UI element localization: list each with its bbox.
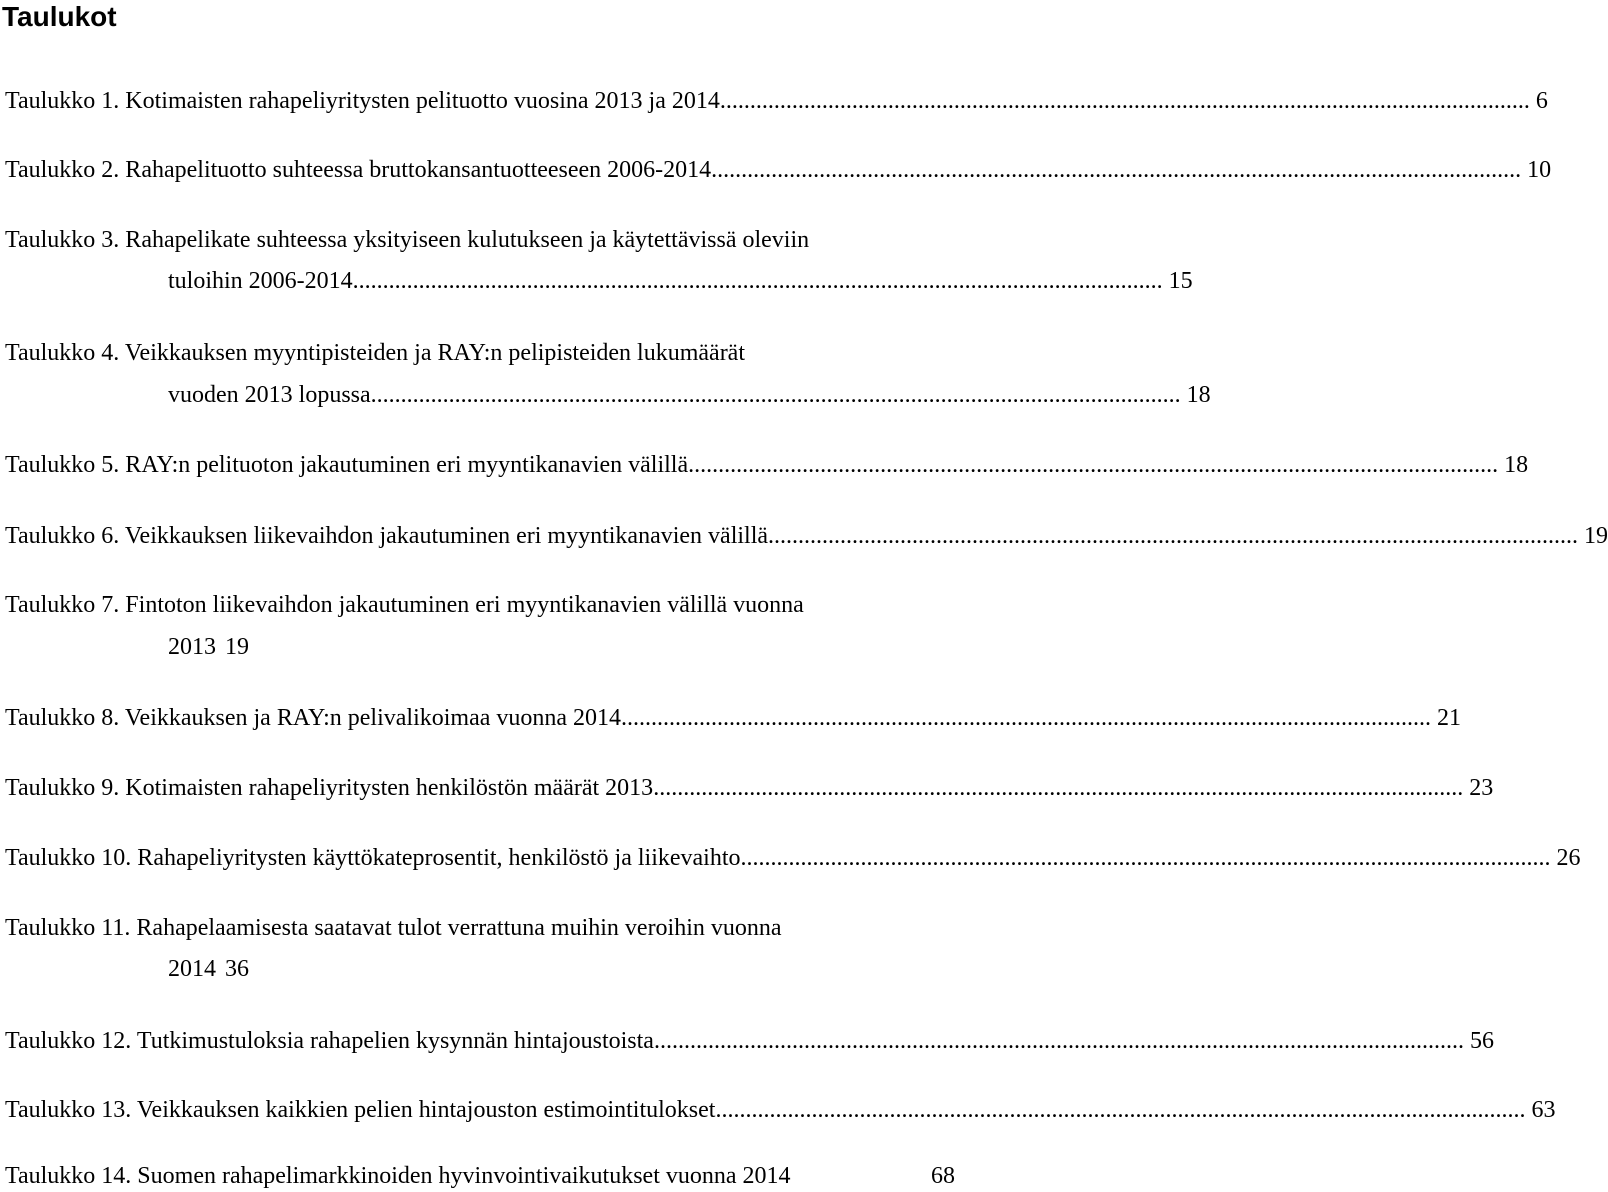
toc-entry-page: 63 bbox=[1531, 1097, 1556, 1123]
leader-dots: ....................................................................................................................................... bbox=[352, 268, 1163, 294]
toc-entry-11[interactable] bbox=[5, 913, 955, 943]
toc-entry-2[interactable] bbox=[5, 155, 1552, 185]
toc-entry-page: 68 bbox=[931, 1163, 955, 1189]
toc-entry-1[interactable] bbox=[5, 86, 1548, 116]
toc-entry-page: 15 bbox=[1168, 268, 1193, 294]
toc-entry-text: Taulukko 3. Rahapelikate suhteessa yksityiseen kulutukseen ja käytettävissä oleviin bbox=[5, 227, 810, 253]
toc-entry-text: 2014 bbox=[168, 956, 216, 982]
toc-entry-4[interactable] bbox=[5, 338, 955, 368]
toc-entry-text: Taulukko 11. Rahapelaamisesta saatavat tulot verrattuna muihin veroihin vuonna bbox=[5, 915, 782, 941]
toc-entry-13[interactable] bbox=[5, 1095, 1556, 1125]
toc-entry-14[interactable] bbox=[5, 1161, 955, 1191]
leader-dots: ....................................................................................................................................... bbox=[621, 705, 1432, 731]
toc-entry-text: 2013 bbox=[168, 634, 216, 660]
toc-entry-page: 19 bbox=[225, 634, 249, 660]
toc-entry-text: Taulukko 14. Suomen rahapelimarkkinoiden hyvinvointivaikutukset vuonna 2014 bbox=[5, 1163, 791, 1189]
leader-dots: ....................................................................................................................................... bbox=[711, 157, 1522, 183]
toc-entry-text: Taulukko 5. RAY:n pelituoton jakautuminen eri myyntikanavien välillä bbox=[5, 452, 689, 478]
toc-entry-page: 56 bbox=[1469, 1028, 1494, 1054]
toc-entry-text: Taulukko 1. Kotimaisten rahapeliyritysten pelituotto vuosina 2013 ja 2014 bbox=[5, 88, 720, 114]
toc-entry-5[interactable] bbox=[5, 450, 1529, 480]
toc-entry-text: Taulukko 6. Veikkauksen liikevaihdon jakautuminen eri myyntikanavien välillä bbox=[5, 523, 769, 549]
toc-entry-9[interactable] bbox=[5, 773, 1494, 803]
toc-entry-8[interactable] bbox=[5, 703, 1462, 733]
toc-entry-6[interactable] bbox=[5, 521, 1608, 551]
toc-entry-text: Taulukko 2. Rahapelituotto suhteessa bruttokansantuotteeseen 2006-2014 bbox=[5, 157, 712, 183]
toc-entry-page: 6 bbox=[1535, 88, 1548, 114]
leader-dots: ....................................................................................................................................... bbox=[653, 775, 1464, 801]
toc-entry-text: Taulukko 12. Tutkimustuloksia rahapelien kysynnän hintajoustoista bbox=[5, 1028, 654, 1054]
toc-entry-text: Taulukko 13. Veikkauksen kaikkien pelien hintajouston estimointitulokset bbox=[5, 1097, 716, 1123]
leader-dots: ....................................................................................................................................... bbox=[715, 1097, 1526, 1123]
toc-entry-text: tuloihin 2006-2014 bbox=[168, 268, 353, 294]
toc-entry-page: 21 bbox=[1437, 705, 1462, 731]
toc-entry-text: vuoden 2013 lopussa bbox=[168, 382, 371, 408]
toc-entry-7[interactable] bbox=[5, 590, 955, 620]
toc-entry-3-continuation[interactable] bbox=[168, 266, 1193, 296]
toc-entry-page: 23 bbox=[1469, 775, 1494, 801]
toc-entry-page: 36 bbox=[225, 956, 249, 982]
toc-entry-page: 18 bbox=[1504, 452, 1529, 478]
toc-entry-11-continuation[interactable] bbox=[168, 954, 955, 984]
toc-entry-text: Taulukko 9. Kotimaisten rahapeliyritysten henkilöstön määrät 2013 bbox=[5, 775, 654, 801]
leader-dots: ....................................................................................................................................... bbox=[740, 845, 1551, 871]
toc-entry-text: Taulukko 4. Veikkauksen myyntipisteiden ja RAY:n pelipisteiden lukumäärät bbox=[5, 340, 746, 366]
leader-dots: ....................................................................................................................................... bbox=[653, 1028, 1464, 1054]
leader-dots: ....................................................................................................................................... bbox=[768, 523, 1579, 549]
toc-entry-text: Taulukko 7. Fintoton liikevaihdon jakautuminen eri myyntikanavien välillä vuonna bbox=[5, 592, 804, 618]
toc-entry-page: 26 bbox=[1556, 845, 1581, 871]
page-title: Taulukot bbox=[2, 1, 117, 32]
toc-entry-page: 10 bbox=[1527, 157, 1552, 183]
leader-dots: ....................................................................................................................................... bbox=[719, 88, 1530, 114]
leader-dots: ....................................................................................................................................... bbox=[688, 452, 1499, 478]
toc-entry-text: Taulukko 8. Veikkauksen ja RAY:n pelivalikoimaa vuonna 2014 bbox=[5, 705, 622, 731]
toc-entry-4-continuation[interactable] bbox=[168, 380, 1211, 410]
toc-entry-12[interactable] bbox=[5, 1026, 1494, 1056]
toc-entry-text: Taulukko 10. Rahapeliyritysten käyttökateprosentit, henkilöstö ja liikevaihto bbox=[5, 845, 741, 871]
toc-entry-3[interactable] bbox=[5, 225, 955, 255]
toc-entry-page: 18 bbox=[1186, 382, 1211, 408]
leader-dots: ....................................................................................................................................... bbox=[370, 382, 1181, 408]
toc-entry-page: 19 bbox=[1584, 523, 1608, 549]
toc-entry-10[interactable] bbox=[5, 843, 1581, 873]
toc-entry-7-continuation[interactable] bbox=[168, 632, 955, 662]
